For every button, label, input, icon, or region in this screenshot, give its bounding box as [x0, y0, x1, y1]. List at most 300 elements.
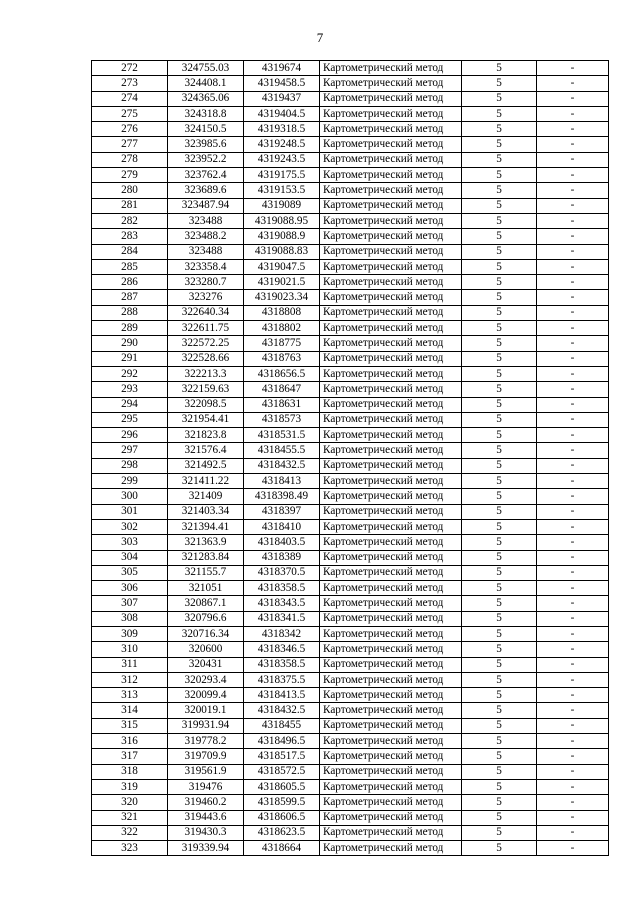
accuracy-cell: 5 — [462, 581, 537, 596]
method-cell: Картометрический метод — [320, 642, 462, 657]
point-number-cell: 305 — [92, 565, 168, 580]
method-cell: Картометрический метод — [320, 672, 462, 687]
note-cell: - — [537, 290, 609, 305]
note-cell: - — [537, 688, 609, 703]
table-row — [92, 626, 609, 641]
x-coordinate-cell: 323488 — [168, 244, 244, 259]
note-cell: - — [537, 305, 609, 320]
method-cell: Картометрический метод — [320, 366, 462, 381]
method-cell: Картометрический метод — [320, 779, 462, 794]
y-coordinate-cell: 4318398.49 — [244, 489, 320, 504]
note-cell: - — [537, 474, 609, 489]
y-coordinate-cell: 4318664 — [244, 841, 320, 856]
y-coordinate-cell: 4318573 — [244, 412, 320, 427]
accuracy-cell: 5 — [462, 489, 537, 504]
x-coordinate-cell: 321576.4 — [168, 443, 244, 458]
note-cell: - — [537, 198, 609, 213]
note-cell: - — [537, 489, 609, 504]
accuracy-cell: 5 — [462, 76, 537, 91]
method-cell: Картометрический метод — [320, 106, 462, 121]
method-cell: Картометрический метод — [320, 61, 462, 76]
accuracy-cell: 5 — [462, 244, 537, 259]
note-cell: - — [537, 213, 609, 228]
method-cell: Картометрический метод — [320, 535, 462, 550]
table-row — [92, 642, 609, 657]
point-number-cell: 300 — [92, 489, 168, 504]
x-coordinate-cell: 322640.34 — [168, 305, 244, 320]
y-coordinate-cell: 4318397 — [244, 504, 320, 519]
point-number-cell: 307 — [92, 596, 168, 611]
accuracy-cell: 5 — [462, 397, 537, 412]
method-cell: Картометрический метод — [320, 397, 462, 412]
point-number-cell: 312 — [92, 672, 168, 687]
x-coordinate-cell: 323689.6 — [168, 183, 244, 198]
point-number-cell: 297 — [92, 443, 168, 458]
table-row — [92, 443, 609, 458]
accuracy-cell: 5 — [462, 229, 537, 244]
x-coordinate-cell: 321283.84 — [168, 550, 244, 565]
note-cell: - — [537, 412, 609, 427]
method-cell: Картометрический метод — [320, 626, 462, 641]
y-coordinate-cell: 4319437 — [244, 91, 320, 106]
x-coordinate-cell: 321403.34 — [168, 504, 244, 519]
method-cell: Картометрический метод — [320, 703, 462, 718]
method-cell: Картометрический метод — [320, 122, 462, 137]
x-coordinate-cell: 324150.5 — [168, 122, 244, 137]
x-coordinate-cell: 322098.5 — [168, 397, 244, 412]
y-coordinate-cell: 4318455.5 — [244, 443, 320, 458]
accuracy-cell: 5 — [462, 382, 537, 397]
accuracy-cell: 5 — [462, 672, 537, 687]
accuracy-cell: 5 — [462, 841, 537, 856]
x-coordinate-cell: 323280.7 — [168, 275, 244, 290]
table-row — [92, 259, 609, 274]
table-row — [92, 458, 609, 473]
note-cell: - — [537, 443, 609, 458]
accuracy-cell: 5 — [462, 535, 537, 550]
accuracy-cell: 5 — [462, 642, 537, 657]
x-coordinate-cell: 323276 — [168, 290, 244, 305]
x-coordinate-cell: 323487.94 — [168, 198, 244, 213]
table-row — [92, 321, 609, 336]
y-coordinate-cell: 4319175.5 — [244, 168, 320, 183]
point-number-cell: 292 — [92, 366, 168, 381]
x-coordinate-cell: 323488.2 — [168, 229, 244, 244]
point-number-cell: 319 — [92, 779, 168, 794]
y-coordinate-cell: 4319153.5 — [244, 183, 320, 198]
table-row — [92, 734, 609, 749]
method-cell: Картометрический метод — [320, 137, 462, 152]
x-coordinate-cell: 320716.34 — [168, 626, 244, 641]
x-coordinate-cell: 323762.4 — [168, 168, 244, 183]
note-cell: - — [537, 642, 609, 657]
point-number-cell: 294 — [92, 397, 168, 412]
table-row — [92, 519, 609, 534]
y-coordinate-cell: 4318647 — [244, 382, 320, 397]
x-coordinate-cell: 319709.9 — [168, 749, 244, 764]
x-coordinate-cell: 323985.6 — [168, 137, 244, 152]
x-coordinate-cell: 321394.41 — [168, 519, 244, 534]
accuracy-cell: 5 — [462, 626, 537, 641]
accuracy-cell: 5 — [462, 718, 537, 733]
table-row — [92, 749, 609, 764]
x-coordinate-cell: 324365.06 — [168, 91, 244, 106]
y-coordinate-cell: 4318432.5 — [244, 458, 320, 473]
method-cell: Картометрический метод — [320, 795, 462, 810]
note-cell: - — [537, 244, 609, 259]
method-cell: Картометрический метод — [320, 749, 462, 764]
method-cell: Картометрический метод — [320, 382, 462, 397]
point-number-cell: 308 — [92, 611, 168, 626]
table-row — [92, 810, 609, 825]
point-number-cell: 304 — [92, 550, 168, 565]
accuracy-cell: 5 — [462, 764, 537, 779]
y-coordinate-cell: 4318802 — [244, 321, 320, 336]
table-row — [92, 764, 609, 779]
note-cell: - — [537, 428, 609, 443]
accuracy-cell: 5 — [462, 825, 537, 840]
table-row — [92, 565, 609, 580]
table-row — [92, 657, 609, 672]
method-cell: Картометрический метод — [320, 336, 462, 351]
method-cell: Картометрический метод — [320, 428, 462, 443]
point-number-cell: 320 — [92, 795, 168, 810]
point-number-cell: 289 — [92, 321, 168, 336]
y-coordinate-cell: 4318572.5 — [244, 764, 320, 779]
accuracy-cell: 5 — [462, 213, 537, 228]
table-row — [92, 244, 609, 259]
table-row — [92, 137, 609, 152]
y-coordinate-cell: 4318413 — [244, 474, 320, 489]
table-row — [92, 229, 609, 244]
point-number-cell: 279 — [92, 168, 168, 183]
point-number-cell: 298 — [92, 458, 168, 473]
point-number-cell: 314 — [92, 703, 168, 718]
note-cell: - — [537, 779, 609, 794]
x-coordinate-cell: 319476 — [168, 779, 244, 794]
table-row — [92, 213, 609, 228]
accuracy-cell: 5 — [462, 734, 537, 749]
y-coordinate-cell: 4319404.5 — [244, 106, 320, 121]
accuracy-cell: 5 — [462, 565, 537, 580]
y-coordinate-cell: 4318342 — [244, 626, 320, 641]
y-coordinate-cell: 4318341.5 — [244, 611, 320, 626]
x-coordinate-cell: 319430.3 — [168, 825, 244, 840]
accuracy-cell: 5 — [462, 749, 537, 764]
table-row — [92, 397, 609, 412]
method-cell: Картометрический метод — [320, 458, 462, 473]
method-cell: Картометрический метод — [320, 244, 462, 259]
method-cell: Картометрический метод — [320, 183, 462, 198]
y-coordinate-cell: 4318531.5 — [244, 428, 320, 443]
table-row — [92, 672, 609, 687]
y-coordinate-cell: 4318343.5 — [244, 596, 320, 611]
point-number-cell: 272 — [92, 61, 168, 76]
x-coordinate-cell: 321409 — [168, 489, 244, 504]
note-cell: - — [537, 76, 609, 91]
x-coordinate-cell: 323488 — [168, 213, 244, 228]
point-number-cell: 286 — [92, 275, 168, 290]
x-coordinate-cell: 320431 — [168, 657, 244, 672]
coordinates-table — [91, 60, 609, 856]
table-row — [92, 703, 609, 718]
accuracy-cell: 5 — [462, 152, 537, 167]
y-coordinate-cell: 4318517.5 — [244, 749, 320, 764]
table-row — [92, 795, 609, 810]
method-cell: Картометрический метод — [320, 168, 462, 183]
point-number-cell: 317 — [92, 749, 168, 764]
y-coordinate-cell: 4319089 — [244, 198, 320, 213]
x-coordinate-cell: 319460.2 — [168, 795, 244, 810]
x-coordinate-cell: 321155.7 — [168, 565, 244, 580]
note-cell: - — [537, 61, 609, 76]
method-cell: Картометрический метод — [320, 688, 462, 703]
note-cell: - — [537, 841, 609, 856]
accuracy-cell: 5 — [462, 106, 537, 121]
point-number-cell: 277 — [92, 137, 168, 152]
method-cell: Картометрический метод — [320, 718, 462, 733]
table-row — [92, 596, 609, 611]
point-number-cell: 278 — [92, 152, 168, 167]
point-number-cell: 287 — [92, 290, 168, 305]
note-cell: - — [537, 718, 609, 733]
x-coordinate-cell: 322528.66 — [168, 351, 244, 366]
table-row — [92, 336, 609, 351]
note-cell: - — [537, 581, 609, 596]
table-row — [92, 688, 609, 703]
note-cell: - — [537, 259, 609, 274]
table-body — [92, 61, 609, 856]
point-number-cell: 316 — [92, 734, 168, 749]
y-coordinate-cell: 4319674 — [244, 61, 320, 76]
note-cell: - — [537, 321, 609, 336]
point-number-cell: 296 — [92, 428, 168, 443]
point-number-cell: 276 — [92, 122, 168, 137]
y-coordinate-cell: 4319318.5 — [244, 122, 320, 137]
point-number-cell: 321 — [92, 810, 168, 825]
y-coordinate-cell: 4319248.5 — [244, 137, 320, 152]
x-coordinate-cell: 322572.25 — [168, 336, 244, 351]
point-number-cell: 284 — [92, 244, 168, 259]
note-cell: - — [537, 611, 609, 626]
y-coordinate-cell: 4319047.5 — [244, 259, 320, 274]
table-row — [92, 76, 609, 91]
table-row — [92, 351, 609, 366]
y-coordinate-cell: 4318389 — [244, 550, 320, 565]
note-cell: - — [537, 152, 609, 167]
accuracy-cell: 5 — [462, 122, 537, 137]
method-cell: Картометрический метод — [320, 734, 462, 749]
accuracy-cell: 5 — [462, 183, 537, 198]
table-row — [92, 198, 609, 213]
table-row — [92, 106, 609, 121]
note-cell: - — [537, 397, 609, 412]
accuracy-cell: 5 — [462, 550, 537, 565]
method-cell: Картометрический метод — [320, 474, 462, 489]
table-row — [92, 550, 609, 565]
y-coordinate-cell: 4318413.5 — [244, 688, 320, 703]
accuracy-cell: 5 — [462, 168, 537, 183]
method-cell: Картометрический метод — [320, 76, 462, 91]
y-coordinate-cell: 4318346.5 — [244, 642, 320, 657]
y-coordinate-cell: 4319021.5 — [244, 275, 320, 290]
note-cell: - — [537, 275, 609, 290]
accuracy-cell: 5 — [462, 366, 537, 381]
accuracy-cell: 5 — [462, 443, 537, 458]
x-coordinate-cell: 324408.1 — [168, 76, 244, 91]
point-number-cell: 275 — [92, 106, 168, 121]
x-coordinate-cell: 320796.6 — [168, 611, 244, 626]
accuracy-cell: 5 — [462, 61, 537, 76]
point-number-cell: 288 — [92, 305, 168, 320]
x-coordinate-cell: 319339.94 — [168, 841, 244, 856]
accuracy-cell: 5 — [462, 428, 537, 443]
y-coordinate-cell: 4319088.9 — [244, 229, 320, 244]
accuracy-cell: 5 — [462, 198, 537, 213]
table-row — [92, 428, 609, 443]
table-row — [92, 779, 609, 794]
note-cell: - — [537, 703, 609, 718]
y-coordinate-cell: 4318605.5 — [244, 779, 320, 794]
table-row — [92, 152, 609, 167]
method-cell: Картометрический метод — [320, 198, 462, 213]
point-number-cell: 280 — [92, 183, 168, 198]
point-number-cell: 295 — [92, 412, 168, 427]
x-coordinate-cell: 320600 — [168, 642, 244, 657]
accuracy-cell: 5 — [462, 611, 537, 626]
accuracy-cell: 5 — [462, 351, 537, 366]
y-coordinate-cell: 4318775 — [244, 336, 320, 351]
method-cell: Картометрический метод — [320, 657, 462, 672]
x-coordinate-cell: 319443.6 — [168, 810, 244, 825]
x-coordinate-cell: 320019.1 — [168, 703, 244, 718]
accuracy-cell: 5 — [462, 290, 537, 305]
method-cell: Картометрический метод — [320, 519, 462, 534]
table-row — [92, 611, 609, 626]
y-coordinate-cell: 4318375.5 — [244, 672, 320, 687]
note-cell: - — [537, 458, 609, 473]
note-cell: - — [537, 504, 609, 519]
table-row — [92, 61, 609, 76]
method-cell: Картометрический метод — [320, 305, 462, 320]
point-number-cell: 306 — [92, 581, 168, 596]
y-coordinate-cell: 4318358.5 — [244, 657, 320, 672]
x-coordinate-cell: 320099.4 — [168, 688, 244, 703]
y-coordinate-cell: 4318656.5 — [244, 366, 320, 381]
note-cell: - — [537, 168, 609, 183]
table-row — [92, 504, 609, 519]
x-coordinate-cell: 322213.3 — [168, 366, 244, 381]
method-cell: Картометрический метод — [320, 550, 462, 565]
table-row — [92, 91, 609, 106]
method-cell: Картометрический метод — [320, 841, 462, 856]
x-coordinate-cell: 322611.75 — [168, 321, 244, 336]
note-cell: - — [537, 122, 609, 137]
point-number-cell: 313 — [92, 688, 168, 703]
method-cell: Картометрический метод — [320, 213, 462, 228]
point-number-cell: 293 — [92, 382, 168, 397]
note-cell: - — [537, 535, 609, 550]
point-number-cell: 282 — [92, 213, 168, 228]
method-cell: Картометрический метод — [320, 565, 462, 580]
note-cell: - — [537, 336, 609, 351]
table-row — [92, 183, 609, 198]
table-row — [92, 581, 609, 596]
method-cell: Картометрический метод — [320, 581, 462, 596]
y-coordinate-cell: 4318410 — [244, 519, 320, 534]
method-cell: Картометрический метод — [320, 412, 462, 427]
x-coordinate-cell: 321363.9 — [168, 535, 244, 550]
y-coordinate-cell: 4318606.5 — [244, 810, 320, 825]
point-number-cell: 273 — [92, 76, 168, 91]
y-coordinate-cell: 4318496.5 — [244, 734, 320, 749]
method-cell: Картометрический метод — [320, 321, 462, 336]
accuracy-cell: 5 — [462, 688, 537, 703]
accuracy-cell: 5 — [462, 412, 537, 427]
method-cell: Картометрический метод — [320, 611, 462, 626]
point-number-cell: 291 — [92, 351, 168, 366]
table-row — [92, 412, 609, 427]
x-coordinate-cell: 319561.9 — [168, 764, 244, 779]
point-number-cell: 322 — [92, 825, 168, 840]
point-number-cell: 281 — [92, 198, 168, 213]
point-number-cell: 290 — [92, 336, 168, 351]
y-coordinate-cell: 4319458.5 — [244, 76, 320, 91]
table-row — [92, 275, 609, 290]
method-cell: Картометрический метод — [320, 810, 462, 825]
y-coordinate-cell: 4318455 — [244, 718, 320, 733]
accuracy-cell: 5 — [462, 703, 537, 718]
point-number-cell: 299 — [92, 474, 168, 489]
note-cell: - — [537, 734, 609, 749]
page-number: 7 — [316, 30, 324, 45]
y-coordinate-cell: 4319088.83 — [244, 244, 320, 259]
method-cell: Картометрический метод — [320, 275, 462, 290]
method-cell: Картометрический метод — [320, 229, 462, 244]
note-cell: - — [537, 764, 609, 779]
y-coordinate-cell: 4318623.5 — [244, 825, 320, 840]
y-coordinate-cell: 4318370.5 — [244, 565, 320, 580]
point-number-cell: 283 — [92, 229, 168, 244]
method-cell: Картометрический метод — [320, 259, 462, 274]
method-cell: Картометрический метод — [320, 290, 462, 305]
table-row — [92, 535, 609, 550]
note-cell: - — [537, 626, 609, 641]
x-coordinate-cell: 321823.8 — [168, 428, 244, 443]
note-cell: - — [537, 550, 609, 565]
point-number-cell: 274 — [92, 91, 168, 106]
method-cell: Картометрический метод — [320, 596, 462, 611]
y-coordinate-cell: 4318763 — [244, 351, 320, 366]
note-cell: - — [537, 596, 609, 611]
point-number-cell: 309 — [92, 626, 168, 641]
accuracy-cell: 5 — [462, 336, 537, 351]
x-coordinate-cell: 323358.4 — [168, 259, 244, 274]
point-number-cell: 310 — [92, 642, 168, 657]
accuracy-cell: 5 — [462, 305, 537, 320]
accuracy-cell: 5 — [462, 91, 537, 106]
accuracy-cell: 5 — [462, 458, 537, 473]
x-coordinate-cell: 321954.41 — [168, 412, 244, 427]
method-cell: Картометрический метод — [320, 351, 462, 366]
point-number-cell: 318 — [92, 764, 168, 779]
note-cell: - — [537, 795, 609, 810]
note-cell: - — [537, 183, 609, 198]
note-cell: - — [537, 810, 609, 825]
table-row — [92, 841, 609, 856]
accuracy-cell: 5 — [462, 321, 537, 336]
accuracy-cell: 5 — [462, 810, 537, 825]
